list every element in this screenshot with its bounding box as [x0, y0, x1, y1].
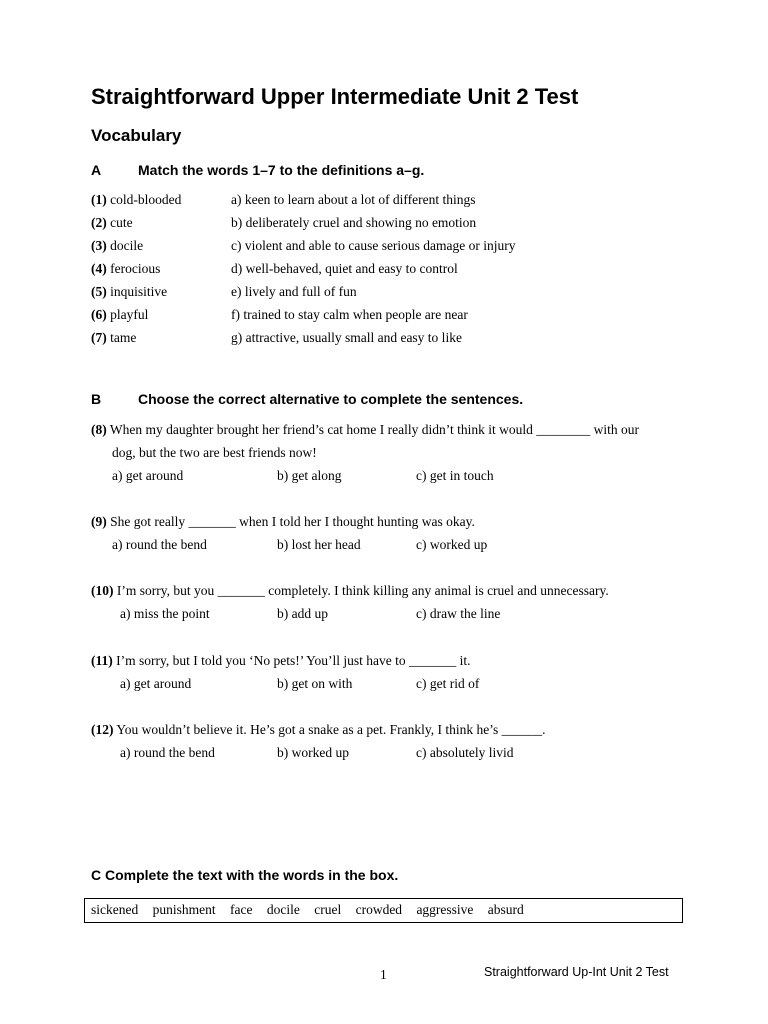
- word-number: (7): [91, 330, 107, 345]
- option-b: b) lost her head: [277, 537, 361, 552]
- question-8-continued: dog, but the two are best friends now!: [112, 445, 317, 460]
- section-heading: Vocabulary: [91, 126, 182, 145]
- page-title: Straightforward Upper Intermediate Unit 2 Test: [91, 84, 579, 109]
- word-text: cute: [106, 215, 133, 230]
- section-b-letter: B: [91, 391, 102, 407]
- option-a: a) round the bend: [112, 537, 207, 552]
- question-text: You wouldn’t believe it. He’s got a snake as a pet. Frankly, I think he’s ______.: [113, 722, 546, 737]
- word-text: cold-blooded: [106, 192, 182, 207]
- definition-item: g) attractive, usually small and easy to like: [231, 330, 462, 345]
- section-a-instruction: Match the words 1–7 to the definitions a–g.: [138, 162, 425, 178]
- word-item: [91, 307, 148, 323]
- word-number: (2): [91, 215, 107, 230]
- word-box-list: [91, 902, 535, 918]
- word-box-item: absurd: [487, 902, 524, 917]
- word-number: (4): [91, 261, 107, 276]
- question-12: [91, 722, 545, 738]
- word-box-item: punishment: [152, 902, 216, 917]
- word-text: docile: [106, 238, 144, 253]
- word-box-item: sickened: [91, 902, 139, 917]
- word-box-item: aggressive: [416, 902, 474, 917]
- question-number: (9): [91, 514, 107, 529]
- word-text: ferocious: [106, 261, 161, 276]
- word-box-item: face: [229, 902, 253, 917]
- word-text: playful: [106, 307, 149, 322]
- word-text: tame: [106, 330, 137, 345]
- option-c: c) worked up: [416, 537, 488, 552]
- option-c: c) draw the line: [416, 606, 501, 621]
- option-c: c) absolutely livid: [416, 745, 514, 760]
- definition-item: e) lively and full of fun: [231, 284, 357, 299]
- question-text: When my daughter brought her friend’s cat home I really didn’t think it would ________ with our: [106, 422, 640, 437]
- option-b: b) add up: [277, 606, 328, 621]
- definition-item: b) deliberately cruel and showing no emotion: [231, 215, 477, 230]
- option-c: c) get rid of: [416, 676, 480, 691]
- word-number: (6): [91, 307, 107, 322]
- option-a: a) get around: [112, 468, 184, 483]
- question-number: (11): [91, 653, 113, 668]
- word-number: (5): [91, 284, 107, 299]
- word-item: [91, 284, 167, 300]
- word-number: (1): [91, 192, 107, 207]
- word-text: inquisitive: [106, 284, 168, 299]
- option-c: c) get in touch: [416, 468, 494, 483]
- question-11: [91, 653, 470, 669]
- definition-item: d) well-behaved, quiet and easy to control: [231, 261, 458, 276]
- question-text: I’m sorry, but I told you ‘No pets!’ You’ll just have to _______ it.: [112, 653, 471, 668]
- option-a: a) miss the point: [120, 606, 210, 621]
- question-text: I’m sorry, but you _______ completely. I think killing any animal is cruel and unnecessary.: [113, 583, 609, 598]
- word-box-item: docile: [266, 902, 300, 917]
- word-item: [91, 238, 143, 254]
- question-text: She got really _______ when I told her I thought hunting was okay.: [106, 514, 475, 529]
- word-box: [84, 898, 683, 923]
- page-number: 1: [380, 967, 387, 982]
- option-b: b) worked up: [277, 745, 349, 760]
- section-c-instruction: C Complete the text with the words in the box.: [91, 867, 399, 883]
- question-number: (8): [91, 422, 107, 437]
- definition-item: c) violent and able to cause serious damage or injury: [231, 238, 516, 253]
- footer-text: Straightforward Up-Int Unit 2 Test: [484, 965, 669, 979]
- question-8: [91, 422, 639, 438]
- question-10: [91, 583, 609, 599]
- section-b-instruction: Choose the correct alternative to complete the sentences.: [138, 391, 524, 407]
- definition-item: a) keen to learn about a lot of different things: [231, 192, 476, 207]
- word-box-item: crowded: [355, 902, 403, 917]
- definition-item: f) trained to stay calm when people are near: [231, 307, 468, 322]
- word-item: [91, 261, 160, 277]
- word-number: (3): [91, 238, 107, 253]
- option-a: a) get around: [120, 676, 192, 691]
- option-a: a) round the bend: [120, 745, 215, 760]
- question-number: (12): [91, 722, 114, 737]
- word-item: [91, 192, 181, 208]
- option-b: b) get on with: [277, 676, 353, 691]
- question-9: [91, 514, 475, 530]
- section-a-letter: A: [91, 162, 102, 178]
- word-item: [91, 330, 136, 346]
- question-number: (10): [91, 583, 114, 598]
- option-b: b) get along: [277, 468, 342, 483]
- word-box-item: cruel: [314, 902, 342, 917]
- word-item: [91, 215, 133, 231]
